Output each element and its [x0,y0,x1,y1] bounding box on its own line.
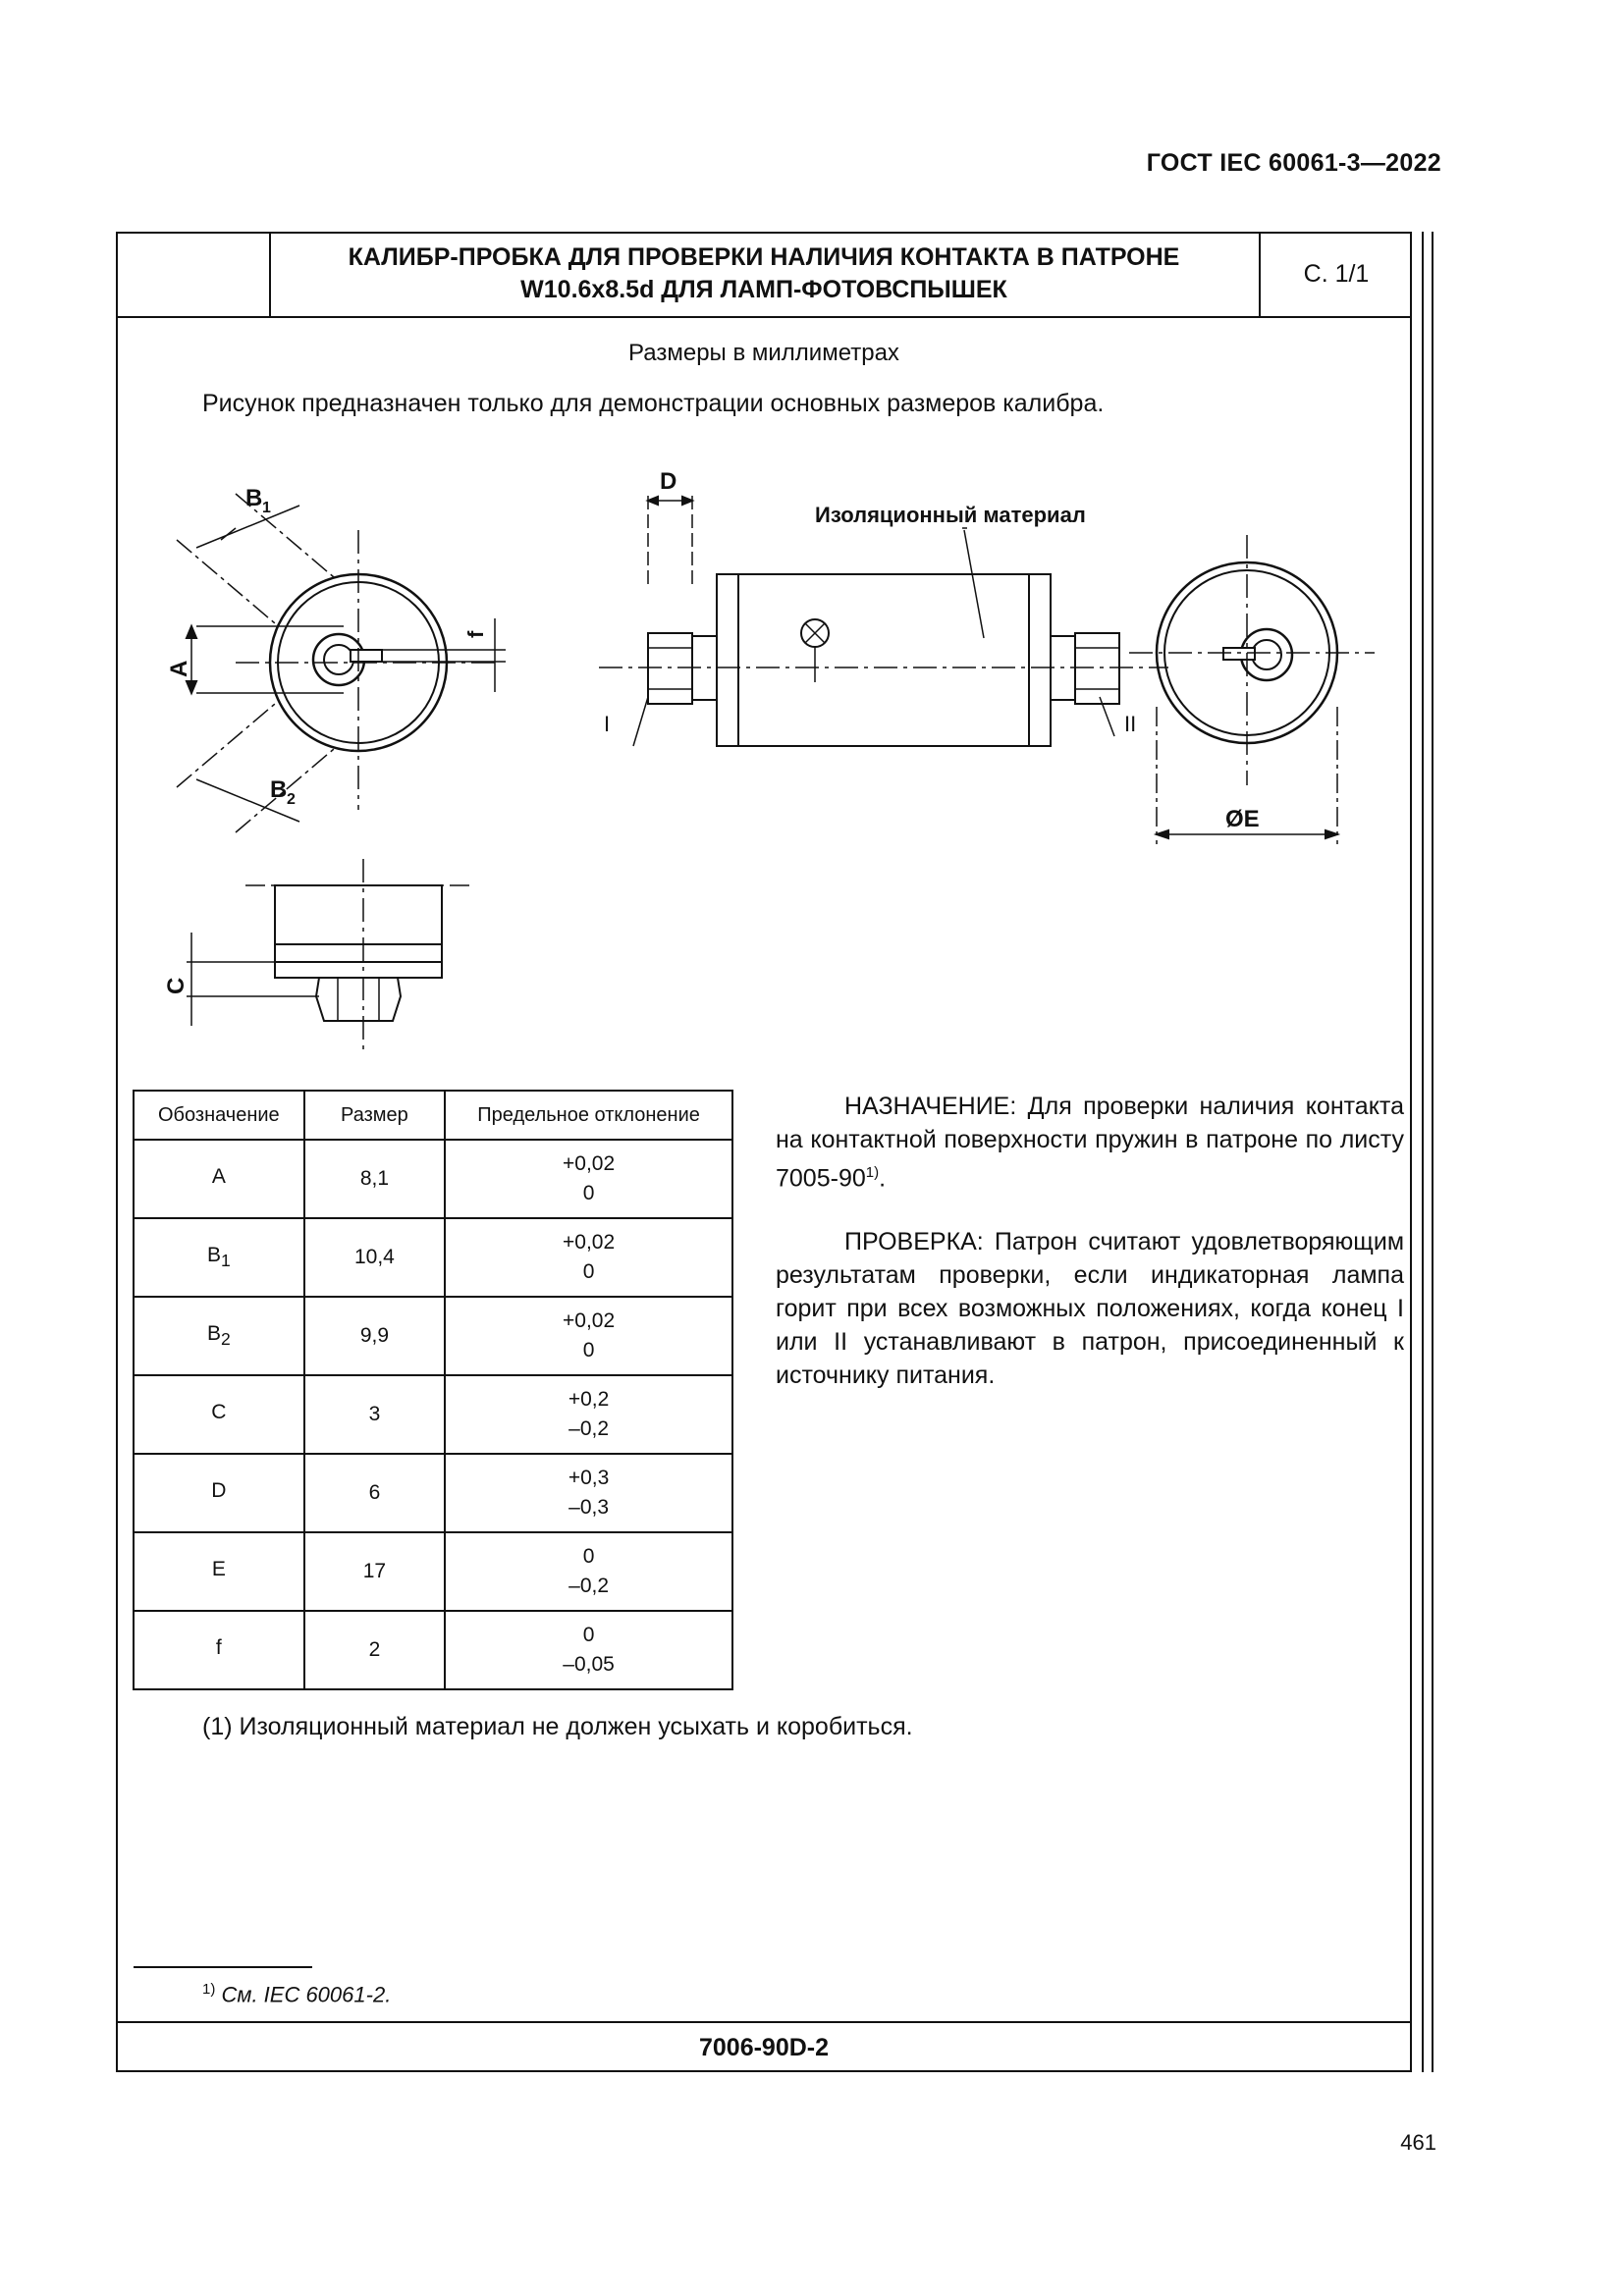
cell-size: 2 [304,1611,446,1689]
header-tolerance: Предельное отклонение [445,1091,732,1140]
side-view-center [599,468,1168,746]
cell-size: 3 [304,1375,446,1454]
table-header-row [134,1091,732,1140]
table-row [134,1375,732,1454]
cell-size: 9,9 [304,1297,446,1375]
cell-size: 10,4 [304,1218,446,1297]
cell-tolerance: +0,02 0 [445,1297,732,1375]
label-b2-sub: 2 [287,791,296,808]
cell-tolerance: +0,3 –0,3 [445,1454,732,1532]
frame-double-line [1432,232,1434,2072]
units-note: Размеры в миллиметрах [628,340,899,366]
cell-symbol: D [134,1454,304,1532]
table-row [134,1611,732,1689]
table-row [134,1532,732,1611]
label-b1-sub: 1 [262,500,271,516]
cell-size: 17 [304,1532,446,1611]
label-end-1: I [604,712,611,736]
header-empty-cell [116,232,271,316]
end-view-right [1129,535,1375,844]
insulation-note: (1) Изоляционный материал не должен усыхать и коробиться. [202,1713,913,1740]
label-f: f [463,630,488,638]
dimensions-table [133,1090,733,1690]
cell-tolerance: 0 –0,2 [445,1532,732,1611]
cell-symbol: $B_2$ [134,1297,304,1375]
table-row [134,1140,732,1218]
cell-tolerance: +0,02 0 [445,1218,732,1297]
footnote: $^{1)}$ См. IEC 60061-2. [202,1981,392,2007]
label-b1: B [245,485,263,511]
title-line-2: W10.6x8.5d ДЛЯ ЛАМП-ФОТОВСПЫШЕК [520,276,1007,303]
sheet-number: 7006-90D-2 [116,2021,1412,2072]
standard-code: ГОСТ IEC 60061-3—2022 [1146,149,1441,177]
label-insulation: Изоляционный материал [815,503,1086,527]
gauge-drawing [137,461,1375,1050]
cell-size: 8,1 [304,1140,446,1218]
cell-tolerance: 0 –0,05 [445,1611,732,1689]
title-line-1: КАЛИБР-ПРОБКА ДЛЯ ПРОВЕРКИ НАЛИЧИЯ КОНТАКТА В ПАТРОНЕ [348,243,1180,271]
label-d: D [660,468,677,495]
side-view-bottom [163,859,471,1050]
purpose-paragraph: НАЗНАЧЕНИЕ: Для проверки наличия контакта на контактной поверхности пружин в патроне по листу 7005-90$^{1)}$. [776,1093,1404,1193]
cell-tolerance: +0,02 0 [445,1140,732,1218]
figure-note: Рисунок предназначен только для демонстрации основных размеров калибра. [202,390,1105,417]
sheet-header [116,232,1412,318]
footnote-separator [134,1966,312,1968]
frame-double-line [1422,232,1424,2072]
sheet-page-indicator: С. 1/1 [1259,232,1412,316]
label-end-2: II [1124,712,1137,736]
cell-symbol: $B_1$ [134,1218,304,1297]
sheet-title [271,232,1257,316]
cell-size: 6 [304,1454,446,1532]
cell-symbol: A [134,1140,304,1218]
table-row [134,1218,732,1297]
table-row [134,1297,732,1375]
end-view-left [166,485,506,832]
label-c: C [163,977,189,994]
header-designation: Обозначение [134,1091,304,1140]
label-a: A [166,660,192,677]
header-size: Размер [304,1091,446,1140]
cell-symbol: E [134,1532,304,1611]
page-number: 461 [1400,2130,1436,2155]
cell-symbol: f [134,1611,304,1689]
label-diameter-e: ØE [1225,806,1260,832]
table-row [134,1454,732,1532]
check-paragraph: ПРОВЕРКА: Патрон считают удовлетворяющим результатам проверки, если индикаторная лампа горит при всех возможных положениях, когда конец I или II устанавливают в патрон, присоединенный к источнику питания. [776,1228,1404,1389]
label-b2: B [270,776,288,803]
cell-tolerance: +0,2 –0,2 [445,1375,732,1454]
cell-symbol: C [134,1375,304,1454]
